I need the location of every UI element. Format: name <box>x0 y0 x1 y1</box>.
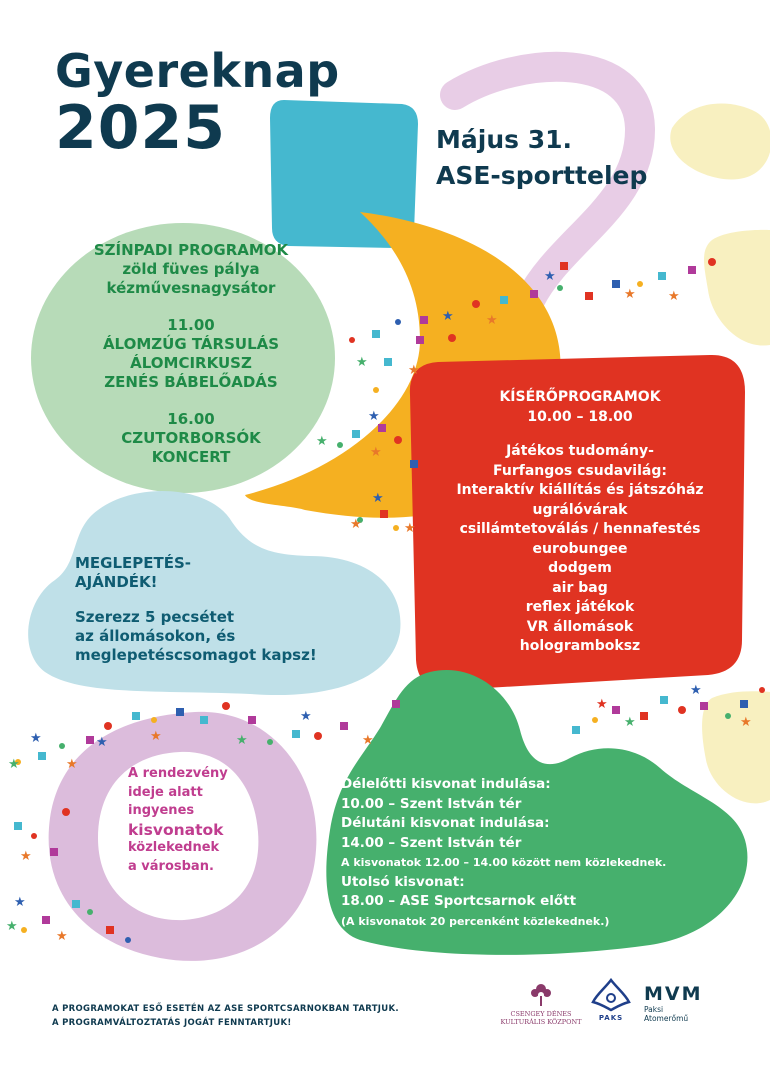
stage-act: ÁLOMCIRKUSZ <box>130 354 252 372</box>
svg-text:★: ★ <box>404 521 416 536</box>
side-program-item: VR állomások <box>526 618 634 635</box>
svg-text:★: ★ <box>236 733 248 748</box>
mvm-logo <box>644 983 724 1023</box>
svg-text:★: ★ <box>372 491 384 506</box>
train-note-highlight: kisvonatok <box>128 820 224 839</box>
mvm-mark: MVM <box>644 983 703 1005</box>
side-programs <box>410 388 750 657</box>
event-date: Május 31. <box>436 125 572 154</box>
surprise-heading: AJÁNDÉK! <box>75 573 158 591</box>
schedule-line: Délutáni kisvonat indulása: <box>341 815 550 831</box>
svg-text:★: ★ <box>362 733 374 748</box>
surprise-text: Szerezz 5 pecsétet <box>75 608 235 626</box>
svg-text:★: ★ <box>442 309 454 324</box>
train-note-line: A rendezvény <box>128 766 228 781</box>
train-note-line: közlekednek <box>128 840 220 855</box>
side-program-item: hologramboksz <box>519 638 641 654</box>
side-program-item: air bag <box>552 579 608 596</box>
svg-text:★: ★ <box>596 697 608 712</box>
svg-text:★: ★ <box>370 445 382 460</box>
paks-logo <box>582 978 640 1022</box>
schedule-line: Utolsó kisvonat: <box>341 873 465 890</box>
side-program-item: Interaktív kiállítás és játszóház <box>456 482 704 498</box>
svg-text:★: ★ <box>668 289 680 304</box>
csengey-name: KULTURÁLIS KÖZPONT <box>500 1018 582 1026</box>
side-programs-hours: 10.00 – 18.00 <box>527 408 633 425</box>
schedule-note: (A kisvonatok 20 percenként közlekednek.) <box>341 914 610 928</box>
svg-text:★: ★ <box>544 269 556 284</box>
paks-emblem-icon <box>591 978 631 1012</box>
side-programs-heading: KÍSÉRŐPROGRAMOK <box>499 389 661 405</box>
footer-notice <box>52 1002 399 1030</box>
stage-time: 11.00 <box>167 316 215 334</box>
side-program-item: reflex játékok <box>525 599 635 615</box>
csengey-name: CSENGEY DÉNES <box>510 1010 572 1018</box>
svg-text:★: ★ <box>96 735 108 750</box>
surprise-gift <box>75 554 375 665</box>
stage-act: ZENÉS BÁBELŐADÁS <box>104 373 278 391</box>
svg-text:★: ★ <box>408 363 420 378</box>
stage-act: KONCERT <box>151 448 231 466</box>
schedule-line: 14.00 – Szent István tér <box>341 834 522 851</box>
schedule-note: A kisvonatok 12.00 – 14.00 között nem közlekednek. <box>341 856 667 869</box>
train-note <box>128 765 258 876</box>
stage-location: kézművesnagysátor <box>106 279 276 297</box>
surprise-text: meglepetéscsomagot kapsz! <box>75 646 317 664</box>
stage-time: 16.00 <box>167 410 215 428</box>
stage-act: ÁLOMZÚG TÁRSULÁS <box>102 335 280 353</box>
event-info <box>436 122 647 194</box>
side-program-item: ugrálóvárak <box>532 501 628 518</box>
poster-title <box>55 44 340 163</box>
svg-text:★: ★ <box>356 355 368 370</box>
svg-text:★: ★ <box>486 313 498 328</box>
tree-icon <box>528 982 554 1008</box>
svg-text:★: ★ <box>6 919 18 934</box>
svg-text:★: ★ <box>368 409 380 424</box>
side-program-item: dodgem <box>548 560 612 576</box>
pale-yellow-blob-top <box>670 104 770 180</box>
footer-line: A PROGRAMOKAT ESŐ ESETÉN AZ ASE SPORTCSARNOKBAN TARTJUK. <box>52 1004 399 1014</box>
svg-text:★: ★ <box>14 895 26 910</box>
stage-act: CZUTORBORSÓK <box>121 429 261 447</box>
svg-text:★: ★ <box>66 757 78 772</box>
svg-text:★: ★ <box>316 434 328 449</box>
mvm-sub: Atomerőmű <box>644 1014 689 1023</box>
side-program-item: eurobungee <box>532 540 628 557</box>
side-program-item: Játékos tudomány- <box>506 443 654 459</box>
pale-yellow-blob-right <box>704 230 770 346</box>
svg-text:★: ★ <box>624 715 636 730</box>
side-program-item: csillámtetoválás / hennafestés <box>459 521 701 537</box>
surprise-heading: MEGLEPETÉS- <box>75 554 192 572</box>
side-program-item: Furfangos csudavilág: <box>493 462 667 479</box>
title-line1: Gyereknap <box>55 44 340 98</box>
train-schedule <box>341 775 741 931</box>
train-note-line: ingyenes <box>128 803 195 818</box>
svg-text:★: ★ <box>350 517 362 532</box>
stage-programs <box>60 241 322 467</box>
svg-text:★: ★ <box>56 929 68 944</box>
surprise-text: az állomásokon, és <box>75 627 236 645</box>
stage-location: zöld füves pálya <box>122 260 260 278</box>
train-note-line: a városban. <box>128 858 214 874</box>
paks-name: PAKS <box>598 1014 624 1022</box>
svg-text:★: ★ <box>30 731 42 746</box>
svg-text:★: ★ <box>8 757 20 772</box>
csengey-logo <box>500 982 582 1026</box>
svg-text:★: ★ <box>20 849 32 864</box>
schedule-line: 18.00 – ASE Sportcsarnok előtt <box>341 893 577 909</box>
train-note-line: ideje alatt <box>128 784 203 800</box>
svg-text:★: ★ <box>150 729 162 744</box>
footer-line: A PROGRAMVÁLTOZTATÁS JOGÁT FENNTARTJUK! <box>52 1018 292 1028</box>
schedule-line: Délelőtti kisvonat indulása: <box>341 776 551 792</box>
stage-heading: SZÍNPADI PROGRAMOK <box>93 241 289 259</box>
svg-text:★: ★ <box>624 287 636 302</box>
event-venue: ASE-sporttelep <box>436 161 648 190</box>
mvm-sub: Paksi <box>644 1005 664 1014</box>
svg-text:★: ★ <box>690 683 702 698</box>
svg-text:★: ★ <box>740 715 752 730</box>
svg-text:★: ★ <box>300 709 312 724</box>
schedule-line: 10.00 – Szent István tér <box>341 795 522 812</box>
title-year: 2025 <box>55 93 226 163</box>
